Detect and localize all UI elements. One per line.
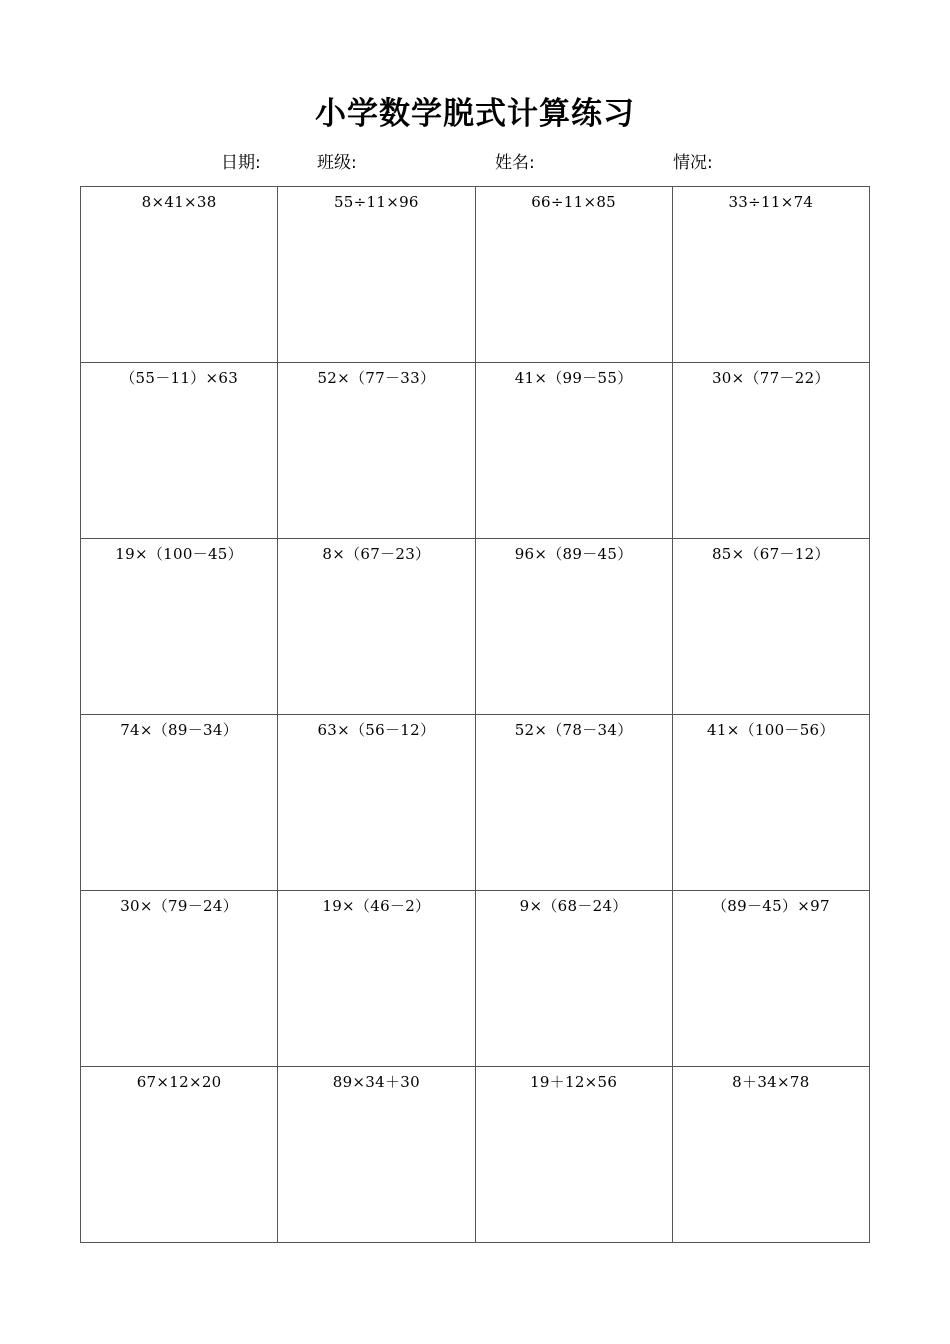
problem-grid	[80, 186, 870, 1243]
problem-cell[interactable]	[475, 715, 672, 891]
grid-row	[81, 539, 870, 715]
problem-text: 30×（79－24）	[120, 897, 239, 915]
problem-text: 8×41×38	[141, 193, 217, 211]
date-label: 日期:	[221, 153, 261, 173]
problem-cell[interactable]	[278, 1067, 475, 1243]
problem-text: 41×（99－55）	[514, 369, 633, 387]
problem-text: 96×（89－45）	[514, 545, 633, 563]
grid-row	[81, 187, 870, 363]
problem-cell[interactable]	[672, 891, 869, 1067]
problem-text: 8×（67－23）	[322, 545, 431, 563]
problem-text: 63×（56－12）	[317, 721, 436, 739]
problem-text: 19×（46－2）	[322, 897, 431, 915]
grid-row	[81, 891, 870, 1067]
problem-cell[interactable]	[278, 891, 475, 1067]
problem-text: 8＋34×78	[732, 1073, 810, 1091]
name-label: 姓名:	[495, 153, 535, 173]
problem-text: 41×（100－56）	[707, 721, 835, 739]
problem-cell[interactable]	[672, 539, 869, 715]
problem-text: 89×34＋30	[332, 1073, 420, 1091]
grid-row	[81, 363, 870, 539]
problem-text: 19＋12×56	[530, 1073, 618, 1091]
problem-cell[interactable]	[475, 891, 672, 1067]
status-label: 情况:	[673, 153, 713, 173]
grid-row	[81, 1067, 870, 1243]
problem-text: 9×（68－24）	[519, 897, 628, 915]
problem-cell[interactable]	[81, 891, 278, 1067]
problem-text: 52×（78－34）	[514, 721, 633, 739]
problem-cell[interactable]	[81, 363, 278, 539]
page-title: 小学数学脱式计算练习	[315, 96, 635, 132]
class-label: 班级:	[317, 153, 357, 173]
problem-cell[interactable]	[672, 363, 869, 539]
problem-text: 33÷11×74	[728, 193, 814, 211]
info-row	[0, 150, 950, 176]
problem-cell[interactable]	[475, 363, 672, 539]
problem-text: 30×（77－22）	[711, 369, 830, 387]
problem-cell[interactable]	[672, 187, 869, 363]
problem-cell[interactable]	[81, 539, 278, 715]
problem-text: 67×12×20	[136, 1073, 222, 1091]
problem-cell[interactable]	[475, 1067, 672, 1243]
problem-text: （55－11）×63	[120, 369, 239, 387]
problem-cell[interactable]	[475, 539, 672, 715]
problem-cell[interactable]	[278, 363, 475, 539]
problem-text: 74×（89－34）	[120, 721, 239, 739]
problem-text: （89－45）×97	[711, 897, 830, 915]
problem-cell[interactable]	[81, 1067, 278, 1243]
problem-cell[interactable]	[278, 187, 475, 363]
problem-cell[interactable]	[475, 187, 672, 363]
problem-cell[interactable]	[672, 1067, 869, 1243]
problem-text: 19×（100－45）	[115, 545, 243, 563]
problem-text: 66÷11×85	[531, 193, 617, 211]
problem-text: 52×（77－33）	[317, 369, 436, 387]
problem-cell[interactable]	[672, 715, 869, 891]
problem-cell[interactable]	[81, 715, 278, 891]
problem-text: 55÷11×96	[333, 193, 419, 211]
problem-cell[interactable]	[81, 187, 278, 363]
problem-cell[interactable]	[278, 539, 475, 715]
problem-text: 85×（67－12）	[711, 545, 830, 563]
grid-row	[81, 715, 870, 891]
problem-cell[interactable]	[278, 715, 475, 891]
